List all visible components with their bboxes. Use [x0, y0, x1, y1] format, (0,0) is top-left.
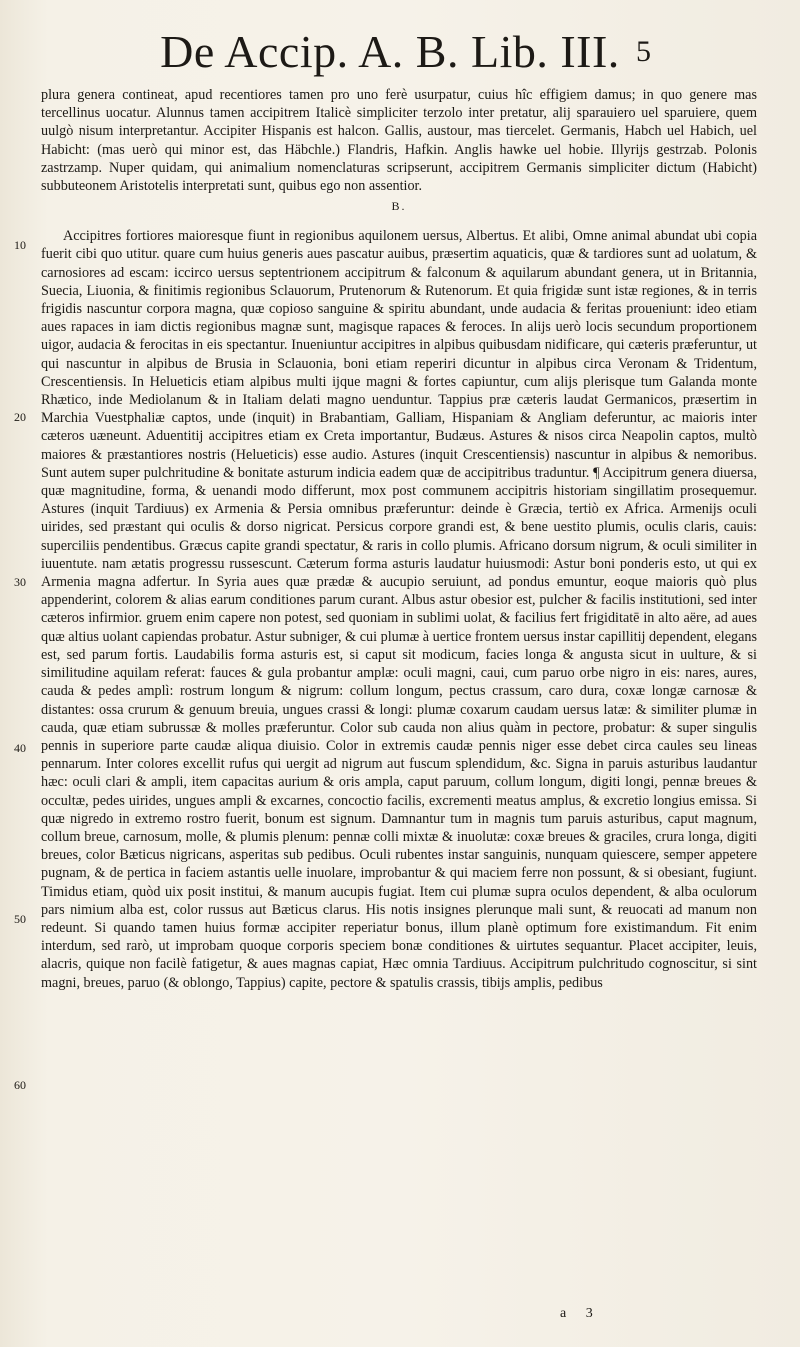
paragraph-intro: plura genera contineat, apud recentiores tamen pro uno ferè usurpatur, cuius hîc effigiem damus; in quo genere mas tercellinus uocatur. Alunnus tamen accipitrem Italicè simpliciter terzolo inter pretatur, alij sparauiero uel sparuiere, quem uulgò nisum interpretantur. Accipiter Hispanis est halcon. Gallis, austour, mas tiercelet. Germanis, Habch uel Habich, uel Habicht: (mas uerò qui minor est, das Häbchle.) Flandris, Hafkin. Anglis hawke uel hobie. Illyrijs gestrzab. Polonis zastrzamp. Nuper quidam, qui animalium nomenclaturas scripserunt, accipitrem Germanis simpliciter dictum (Habicht) subbuteonem Aristotelis interpretati sunt, quibus ego non assentior. [41, 87, 757, 195]
line-number-60: 60 [14, 1078, 26, 1092]
section-mark: B. [391, 199, 407, 214]
line-number-30: 30 [14, 575, 26, 589]
line-number-40: 40 [14, 741, 26, 755]
signature-mark: a 3 [560, 1306, 601, 1321]
page-header [0, 22, 800, 82]
paragraph-main: Accipitres fortiores maioresque fiunt in regionibus aquilonem uersus, Albertus. Et alibi, Omne animal abundat ubi copia fuerit cibi quo utitur. quare cum huius generis aues pascatur auibus, præsertim aquaticis, quæ & tardiores sunt ad uolatum, & carnosiores ad escam: iccirco uersus septentrionem accipitrum & falconum & aquilarum abundant genera, ut in Britannia, Suecia, Liuonia, & finitimis regionibus Sclauorum, Prutenorum & Rutenorum. Et quia frigidæ sunt istæ regiones, & in terris frigidis nascuntur corpora magna, quæ copioso sanguine & spiritu abundant, unde audacia & feritas proueniunt: ideo etiam aues rapaces in iam dictis regionibus magnæ sunt, magisque rapaces & feroces. In alijs uerò locis secundum proportionem uigor, audacia & ferocitas in eis spectantur. Inueniuntur accipitres in alpibus quibusdam nidificare, qui cæteris præferuntur, ut qui nascuntur in alpibus de Brusia in Sclauonia, boni etiam reperiri dicuntur in alpibus circa Veronam & Tridentum, Crescentiensis. In Helueticis etiam alpibus multi ijque magni & fortes capiuntur, cum alijs plerisque tum Galanda monte Rhætico, inde Mediolanum & in Italiam delati magno uenduntur. Tappius præ cæteris laudat Germanicos, præsertim in Marchia Vuestphaliæ captos, unde (inquit) in Brabantiam, Galliam, Hispaniam & Angliam deferuntur, ac maioris inter cæteros uæneunt. Aduentitij accipitres etiam ex Creta importantur, Budæus. Astures & nisos circa Neapolin captos, multò maiores & præstantiores nostris (Helueticis) esse audio. Astures (inquit Crescentiensis) nascuntur in alpibus & nemoribus. Sunt autem super pulchritudine & bonitate asturum indicia eadem quæ de accipitribus traduntur. ¶ Accipitrum genera diuersa, quæ magnitudine, forma, & uenandi modo differunt, mox post communem accipitris historiam singillatim prosequemur. Astures (inquit Tardiuus) ex Armenia & Persia omnibus præferuntur: deinde è Græcia, tertiò ex Africa. Armenijs oculi uirides, sed præstant qui oculis & dorso nigricat. Persicus corpore grandi est, & bene uestito plumis, oculis claris, cauis: superciliis pendentibus. Græcus capite grandi spectatur, & raris in collo plumis. Africano dorsum nigrum, & oculi similiter in iuuentute. nam ætatis progressu russescunt. Cæterum forma asturis laudatur huiusmodi: Astur boni ponderis esto, ut qui ex Armenia magna adfertur. In Syria aues quæ prædæ & aucupio seruiunt, ad pondus emuntur, eoque maioris quò plus appenderint, colorem & alias earum conditiones parum curant. Albus astur obesior est, pulcher & facilis institutioni, sed inter cæteros infirmior. gruem enim capere non potest, sed quoniam in sublimi uolat, & facilius fert frigiditatē in alto aëre, ad aues quæ altius uolant capiendas probatur. Astur subniger, & cui plumæ à uertice frontem uersus instar capillitij dependent, elegans est, sed parum fortis. Laudabilis forma asturis est, si caput sit modicum, facies longa & angusta sicut in uulture, & si similitudine aquilam referat: fauces & gula probantur amplæ: oculi magni, caui, cum paruo orbe nigro in eis: nares, aures, cauda & pedes amplì: rostrum longum & nigrum: collum longum, pectus crassum, caro dura, coxæ longæ carnosæ & distantes: ossa crurum & genuum breuia, ungues crassi & longi: plumæ coxarum caudam uersus latæ: & similiter plumæ in cauda, quæ etiam subrussæ & molles præferuntur. Color sub cauda non alius quàm in pectore, probatur: & super singulis pennis in superiore parte caudæ aliqua diuisio. Color in extremis caudæ pennis niger esse debet circa caules seu lineas pennarum. Inter colores excellit rufus qui uergit ad nigrum aut fuscum splendidum, &c. Signa in paruis asturibus laudantur hæc: oculi clari & ampli, item capacitas aurium & oris ampla, caput paruum, collum longum, digiti longi, pennæ breues & occultæ, pedes uirides, ungues ampli & excarnes, concoctio facilis, excrementi meatus amplus, & excretio longius emissa. Si quæ nigredo in extremo rostro fuerit, bonum est signum. Damnantur tum in magnis tum paruis asturibus, caput magnum, collum breue, carnosum, molle, & plumis plenum: pennæ colli mixtæ & inuolutæ: coxæ breues & graciles, crura longa, digiti breues, color Bæticus nigricans, asperitas sub pedibus. Oculi rubentes instar sanguinis, nunquam quiescere, semper appetere pugnam, & de pertica in faciem astantis uelle inuolare, improbantur & qui maciem ferre non possunt, & si obesiant, fugiunt. Timidus etiam, quòd uix posit institui, & manum aucupis fugiat. Item cui plumæ supra oculos dependent, & alba oculorum pars nimium alba est, color russus aut Bæticus clarus. His notis insignes plerunque mali sunt, & reuocati ad manum non redeunt. Si quando tamen huius formæ accipiter reperiatur bonus, illum planè optimum fore existimandum. Fit enim interdum, sed rarò, ut improbam quoque corporis speciem bonæ conditiones & uirtutes sequantur. Placet accipiter, leuis, alacris, quique non facilè fatigetur, & aues magnas capiat, Hæc omnia Tardiuus. Accipitrum pulchritudo cognoscitur, si sint magni, breues, paruo (& oblongo, Tappius) capite, pectore & spatulis crassis, tibijs amplis, pedibus [41, 228, 757, 991]
line-number-50: 50 [14, 912, 26, 926]
running-title: De Accip. A. B. Lib. III. [160, 26, 620, 77]
line-number-10: 10 [14, 238, 26, 252]
line-number-20: 20 [14, 410, 26, 424]
body-text [41, 86, 757, 992]
page-number: 5 [636, 35, 651, 68]
